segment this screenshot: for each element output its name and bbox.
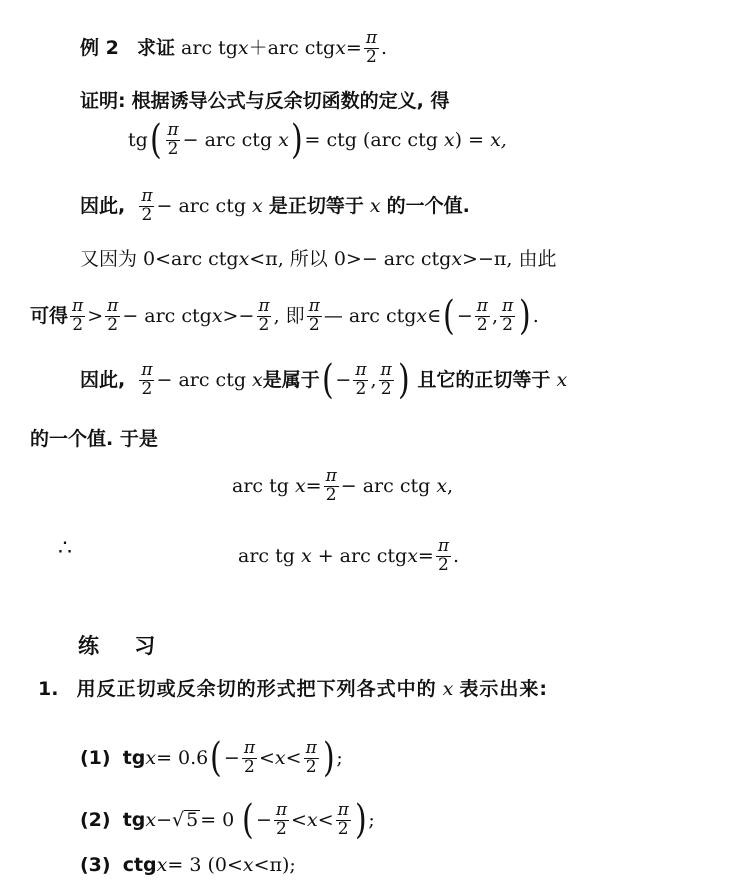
var-x: x <box>211 304 223 327</box>
num: π <box>355 359 367 380</box>
paren: ( <box>321 357 334 403</box>
fraction <box>139 188 154 225</box>
var-x: x <box>306 808 318 831</box>
text: 的一个值. 于是 <box>30 428 158 450</box>
num: π <box>325 466 337 486</box>
var-x: x <box>442 678 454 700</box>
equation-2 <box>232 468 453 505</box>
num: π <box>501 295 514 316</box>
statement-5: 可得 $\frac{\pi}{2}$ > $\frac{\pi}{2}$ − arc ctg x >− $\frac{\pi}{2}$ , 即 $\frac{\pi}{2}$ — arc ctg x ∈ ( − $\frac{\pi}{2}$ , $\frac{\pi}{2}$ ) . <box>30 293 539 339</box>
text: 又因为 0<arc ctg <box>80 248 239 270</box>
fn: tg <box>128 128 148 151</box>
example-heading <box>80 30 387 67</box>
num: π <box>72 295 84 316</box>
num: π <box>243 737 255 758</box>
fraction <box>242 737 257 777</box>
var-x: x <box>145 808 157 831</box>
fraction <box>353 359 368 399</box>
den: 2 <box>355 378 367 399</box>
var-x: x <box>274 746 286 769</box>
den: 2 <box>438 554 449 575</box>
op: − <box>456 304 473 327</box>
statement-7 <box>30 430 158 449</box>
condition: (0< <box>207 854 243 876</box>
exercise-title-text: 练 习 <box>78 634 170 658</box>
item-label: (3) <box>80 854 111 876</box>
expr-text: − arc ctg <box>156 368 246 391</box>
op: − <box>223 746 240 769</box>
op: ＋ <box>248 36 268 59</box>
op: < <box>259 746 275 769</box>
text: 可得 <box>30 304 69 327</box>
paren: ( <box>443 293 455 339</box>
var-x: x <box>335 36 346 59</box>
den: 2 <box>72 314 84 335</box>
op: = 3 <box>167 854 202 876</box>
num: π <box>258 295 270 316</box>
fn: ctg <box>122 854 157 876</box>
var-x: x <box>436 474 448 497</box>
den: 2 <box>167 138 179 159</box>
op: >− <box>222 304 255 327</box>
expr-text: arc ctg <box>204 128 273 151</box>
fraction <box>105 295 120 335</box>
num: π <box>308 295 320 316</box>
var-x: x <box>252 368 263 391</box>
statement-6 <box>80 357 568 403</box>
exercise-title <box>78 636 169 657</box>
text: 因此, <box>80 368 126 391</box>
fn: tg <box>122 746 146 769</box>
op: − <box>335 368 352 391</box>
var-x: x <box>407 544 418 567</box>
den: 2 <box>276 818 287 839</box>
fn: tg <box>122 808 146 831</box>
num: π <box>365 28 378 48</box>
num: π <box>141 359 153 380</box>
example-prompt: 求证 <box>136 36 175 59</box>
text: 的一个值. <box>386 194 470 217</box>
op: , <box>491 304 498 327</box>
exercise-item: (2) tg x − √ 5 = 0 ( − $\frac{\pi}{2}$ < x < $\frac{\pi}{2}$ ) ; <box>80 797 375 843</box>
var-x: x <box>369 194 381 217</box>
den: 2 <box>258 314 270 335</box>
equation-1 <box>128 117 507 163</box>
op: ∈ <box>427 304 442 327</box>
op: > <box>87 304 104 327</box>
proof-line <box>80 92 450 111</box>
den: 2 <box>243 756 255 777</box>
var-x: x <box>145 746 157 769</box>
var-x: x <box>451 248 463 270</box>
expr-text: — arc ctg <box>323 304 417 327</box>
den: 2 <box>366 46 377 67</box>
op: , <box>370 368 377 391</box>
statement-3 <box>80 188 470 225</box>
proof-text: 根据诱导公式与反余切函数的定义, 得 <box>131 90 450 112</box>
fraction <box>307 295 322 335</box>
therefore-symbol: ∴ <box>58 536 72 561</box>
fraction <box>336 799 351 839</box>
var-x: x <box>294 474 306 497</box>
var-x: x <box>300 544 312 567</box>
num: π <box>305 737 317 758</box>
paren: ) <box>354 797 367 843</box>
var-x: x <box>416 304 428 327</box>
fraction <box>70 295 85 335</box>
op: ) = <box>454 128 485 151</box>
paren: ( <box>242 797 254 843</box>
op: < <box>291 808 307 831</box>
equation-3-body <box>238 538 459 575</box>
var-x: x <box>238 248 250 270</box>
den: 2 <box>141 204 153 225</box>
text: 是正切等于 <box>268 194 364 217</box>
var-x: x, <box>490 128 507 151</box>
fraction <box>324 468 339 505</box>
den: 2 <box>502 314 513 335</box>
fraction <box>379 359 394 399</box>
den: 2 <box>380 378 392 399</box>
num: π <box>275 799 288 820</box>
op: = 0.6 <box>156 746 209 769</box>
expr-text: arc ctg <box>339 544 408 567</box>
fraction <box>364 30 379 67</box>
question-number: 1. <box>38 678 59 700</box>
item-label: (2) <box>80 808 111 831</box>
op: ; <box>368 808 375 831</box>
op: − <box>182 128 199 151</box>
num: π <box>141 186 153 206</box>
den: 2 <box>305 756 317 777</box>
var-x: x <box>237 36 249 59</box>
num: π <box>437 536 450 556</box>
op: − <box>255 808 272 831</box>
fraction <box>274 799 289 839</box>
expr-text: − arc ctg <box>156 194 246 217</box>
den: 2 <box>337 818 349 839</box>
expr-text: arc tg <box>232 474 289 497</box>
expr-text: − arc ctg <box>340 474 431 497</box>
op: = <box>417 544 434 567</box>
var-x: x <box>278 128 289 151</box>
op: + <box>317 544 334 567</box>
expr-text: arc tg <box>238 544 295 567</box>
text: 因此, <box>80 194 126 217</box>
question-1 <box>38 680 548 699</box>
fraction <box>256 295 271 335</box>
text: >−π, 由此 <box>462 248 557 270</box>
var-x: x <box>443 128 455 151</box>
num: π <box>380 359 392 380</box>
paren: ) <box>519 293 531 339</box>
op: = <box>305 474 322 497</box>
den: 2 <box>325 484 337 505</box>
statement-4 <box>80 250 556 269</box>
fraction <box>304 737 319 777</box>
equation-3 <box>58 538 72 560</box>
text: 是属于 <box>262 368 320 391</box>
op: = 0 <box>200 808 235 831</box>
num: π <box>167 119 179 140</box>
den: 2 <box>476 314 488 335</box>
op: − <box>156 808 173 831</box>
var-x: x <box>252 194 263 217</box>
proof-label: 证明: <box>80 90 126 112</box>
op: . <box>453 544 460 567</box>
op: = <box>345 36 362 59</box>
item-label: (1) <box>80 746 111 769</box>
sqrt-arg: 5 <box>186 809 199 831</box>
paren: ( <box>149 117 162 163</box>
fraction <box>500 295 515 335</box>
den: 2 <box>107 314 119 335</box>
fraction <box>436 538 451 575</box>
op: , <box>447 474 454 497</box>
exercise-item <box>80 735 343 781</box>
num: π <box>107 295 119 316</box>
var-x: x <box>242 854 254 876</box>
op: < <box>285 746 302 769</box>
var-x: x <box>156 854 168 876</box>
den: 2 <box>308 314 320 335</box>
text: <π, 所以 0>− arc ctg <box>249 248 452 270</box>
question-text: 表示出来: <box>459 678 549 700</box>
op: < <box>317 808 334 831</box>
text: 且它的正切等于 <box>417 368 551 391</box>
den: 2 <box>141 378 153 399</box>
fraction <box>165 119 180 159</box>
expr-text: arc ctg <box>267 36 336 59</box>
paren: ( <box>210 735 222 781</box>
expr-text: − arc ctg <box>122 304 212 327</box>
paren: ) <box>397 357 410 403</box>
num: π <box>476 295 488 316</box>
question-text: 用反正切或反余切的形式把下列各式中的 <box>76 678 437 700</box>
var-x: x <box>556 368 568 391</box>
expr-text: = ctg (arc ctg <box>304 128 438 151</box>
fraction <box>475 295 490 335</box>
num: π <box>337 799 349 820</box>
op: . <box>381 36 388 59</box>
exercise-item <box>80 856 296 875</box>
example-label: 例 2 <box>80 36 119 59</box>
text: , 即 <box>273 304 305 327</box>
condition: <π); <box>253 854 296 876</box>
paren: ) <box>290 117 303 163</box>
paren: ) <box>322 735 335 781</box>
fraction <box>139 359 154 399</box>
op: ; <box>336 746 343 769</box>
expr-text: arc tg <box>181 36 238 59</box>
